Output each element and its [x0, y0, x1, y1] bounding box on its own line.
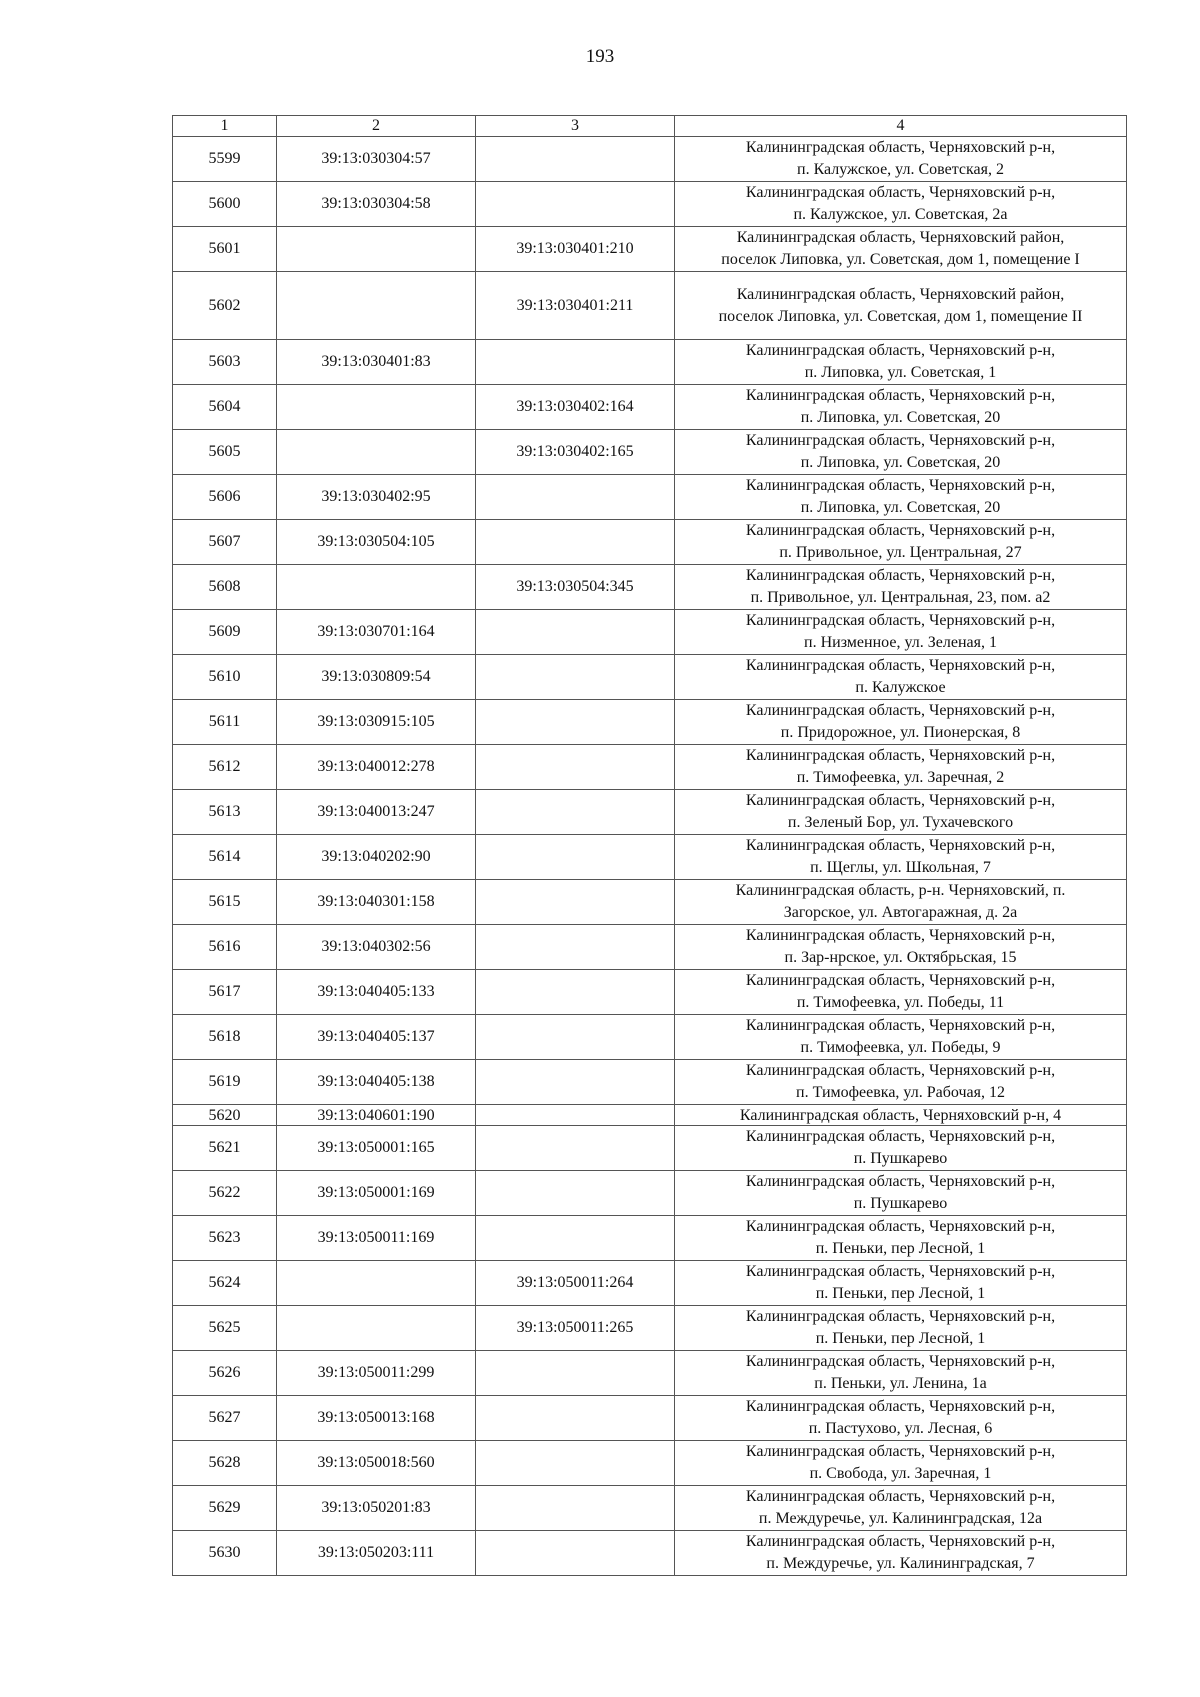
- table-row: [173, 1216, 1127, 1261]
- land-cadastral-cell: 39:13:040405:137: [277, 1015, 476, 1060]
- land-cadastral-cell: [277, 385, 476, 430]
- address-line: п. Тимофеевка, ул. Победы, 11: [796, 994, 1005, 1011]
- table-row: [173, 137, 1127, 182]
- row-number-cell: 5620: [173, 1105, 277, 1126]
- address-cell: [675, 1015, 1127, 1060]
- address-line: Калининградская область, р-н. Черняховский, п.: [735, 882, 1066, 899]
- page-number: 193: [585, 46, 615, 67]
- row-number-cell: 5624: [173, 1261, 277, 1306]
- table-row: [173, 1486, 1127, 1531]
- table-row: [173, 1105, 1127, 1126]
- building-cadastral-cell: [476, 925, 675, 970]
- address-line: Калининградская область, Черняховский р-н,: [745, 342, 1056, 359]
- address-line: Калининградская область, Черняховский р-н,: [745, 1443, 1056, 1460]
- address-cell: [675, 1351, 1127, 1396]
- row-number-cell: 5606: [173, 475, 277, 520]
- address-line: Калининградская область, Черняховский р-н,: [745, 1353, 1056, 1370]
- table-row: [173, 1396, 1127, 1441]
- address-line: Калининградская область, Черняховский р-н,: [745, 1488, 1056, 1505]
- address-cell: [675, 700, 1127, 745]
- table-row: [173, 1171, 1127, 1216]
- address-line: поселок Липовка, ул. Советская, дом 1, помещение I: [721, 251, 1080, 268]
- row-number-cell: 5621: [173, 1126, 277, 1171]
- building-cadastral-cell: [476, 700, 675, 745]
- row-number-cell: 5629: [173, 1486, 277, 1531]
- building-cadastral-cell: 39:13:050011:264: [476, 1261, 675, 1306]
- address-line: Калининградская область, Черняховский район,: [736, 229, 1065, 246]
- address-line: п. Липовка, ул. Советская, 20: [800, 409, 1001, 426]
- row-number-cell: 5615: [173, 880, 277, 925]
- address-cell: [675, 970, 1127, 1015]
- address-line: Калининградская область, Черняховский р-н,: [745, 432, 1056, 449]
- land-cadastral-cell: 39:13:050001:165: [277, 1126, 476, 1171]
- column-header-2: 2: [277, 116, 476, 137]
- table-row: [173, 925, 1127, 970]
- building-cadastral-cell: [476, 790, 675, 835]
- address-line: п. Липовка, ул. Советская, 1: [804, 364, 997, 381]
- row-number-cell: 5609: [173, 610, 277, 655]
- table-row: [173, 835, 1127, 880]
- row-number-cell: 5625: [173, 1306, 277, 1351]
- land-cadastral-cell: [277, 1306, 476, 1351]
- land-cadastral-cell: 39:13:050011:169: [277, 1216, 476, 1261]
- address-line: Калининградская область, Черняховский р-н,: [745, 747, 1056, 764]
- building-cadastral-cell: [476, 835, 675, 880]
- table-row: [173, 655, 1127, 700]
- building-cadastral-cell: [476, 1171, 675, 1216]
- table-row: [173, 700, 1127, 745]
- address-line: п. Калужское, ул. Советская, 2: [797, 161, 1004, 178]
- address-cell: [675, 1105, 1127, 1126]
- land-cadastral-cell: 39:13:040013:247: [277, 790, 476, 835]
- address-line: Калининградская область, Черняховский р-н, 4: [739, 1106, 1062, 1124]
- address-cell: [675, 880, 1127, 925]
- row-number-cell: 5628: [173, 1441, 277, 1486]
- address-cell: [675, 520, 1127, 565]
- address-line: Калининградская область, Черняховский р-н,: [745, 1218, 1056, 1235]
- land-cadastral-cell: [277, 272, 476, 340]
- address-cell: [675, 430, 1127, 475]
- building-cadastral-cell: [476, 475, 675, 520]
- row-number-cell: 5613: [173, 790, 277, 835]
- address-cell: [675, 1306, 1127, 1351]
- building-cadastral-cell: [476, 1486, 675, 1531]
- land-cadastral-cell: 39:13:040405:138: [277, 1060, 476, 1105]
- building-cadastral-cell: [476, 137, 675, 182]
- building-cadastral-cell: [476, 1105, 675, 1126]
- address-cell: [675, 745, 1127, 790]
- table-header: [173, 116, 1127, 137]
- building-cadastral-cell: [476, 340, 675, 385]
- address-line: Калининградская область, Черняховский р-н,: [745, 1263, 1056, 1280]
- address-line: Калининградская область, Черняховский р-н,: [745, 1128, 1056, 1145]
- row-number-cell: 5605: [173, 430, 277, 475]
- land-cadastral-cell: 39:13:030915:105: [277, 700, 476, 745]
- row-number-cell: 5602: [173, 272, 277, 340]
- land-cadastral-cell: 39:13:030401:83: [277, 340, 476, 385]
- address-line: п. Тимофеевка, ул. Победы, 9: [800, 1039, 1001, 1056]
- table-row: [173, 520, 1127, 565]
- address-line: п. Низменное, ул. Зеленая, 1: [804, 634, 997, 651]
- land-cadastral-cell: 39:13:050201:83: [277, 1486, 476, 1531]
- table-body: [173, 137, 1127, 1576]
- row-number-cell: 5600: [173, 182, 277, 227]
- building-cadastral-cell: 39:13:030504:345: [476, 565, 675, 610]
- address-cell: [675, 1126, 1127, 1171]
- address-line: п. Щеглы, ул. Школьная, 7: [810, 859, 991, 876]
- row-number-cell: 5619: [173, 1060, 277, 1105]
- row-number-cell: 5616: [173, 925, 277, 970]
- row-number-cell: 5611: [173, 700, 277, 745]
- address-cell: [675, 1396, 1127, 1441]
- land-cadastral-cell: 39:13:030809:54: [277, 655, 476, 700]
- address-line: поселок Липовка, ул. Советская, дом 1, помещение II: [718, 307, 1083, 325]
- building-cadastral-cell: [476, 1396, 675, 1441]
- address-line: п. Калужское, ул. Советская, 2а: [793, 206, 1008, 223]
- address-cell: [675, 1171, 1127, 1216]
- land-cadastral-cell: 39:13:050203:111: [277, 1531, 476, 1576]
- land-cadastral-cell: 39:13:050001:169: [277, 1171, 476, 1216]
- land-cadastral-cell: 39:13:040601:190: [277, 1105, 476, 1126]
- row-number-cell: 5599: [173, 137, 277, 182]
- row-number-cell: 5626: [173, 1351, 277, 1396]
- table-row: [173, 182, 1127, 227]
- address-line: Калининградская область, Черняховский район,: [736, 285, 1065, 303]
- property-table: [172, 115, 1127, 1576]
- table-row: [173, 385, 1127, 430]
- address-cell: [675, 925, 1127, 970]
- address-line: п. Привольное, ул. Центральная, 27: [779, 544, 1022, 561]
- address-line: п. Придорожное, ул. Пионерская, 8: [780, 724, 1021, 741]
- land-cadastral-cell: 39:13:030701:164: [277, 610, 476, 655]
- table-row: [173, 340, 1127, 385]
- row-number-cell: 5622: [173, 1171, 277, 1216]
- address-line: п. Пастухово, ул. Лесная, 6: [808, 1420, 993, 1437]
- building-cadastral-cell: [476, 610, 675, 655]
- address-cell: [675, 1060, 1127, 1105]
- address-line: п. Тимофеевка, ул. Заречная, 2: [796, 769, 1005, 786]
- land-cadastral-cell: 39:13:030504:105: [277, 520, 476, 565]
- address-line: Калининградская область, Черняховский р-н,: [745, 1062, 1056, 1079]
- address-line: Калининградская область, Черняховский р-н,: [745, 972, 1056, 989]
- row-number-cell: 5623: [173, 1216, 277, 1261]
- table-row: [173, 970, 1127, 1015]
- table-row: [173, 610, 1127, 655]
- row-number-cell: 5627: [173, 1396, 277, 1441]
- table-row: [173, 1441, 1127, 1486]
- address-line: п. Липовка, ул. Советская, 20: [800, 499, 1001, 516]
- row-number-cell: 5601: [173, 227, 277, 272]
- address-line: Калининградская область, Черняховский р-н,: [745, 1308, 1056, 1325]
- land-cadastral-cell: 39:13:050013:168: [277, 1396, 476, 1441]
- table-row: [173, 430, 1127, 475]
- table-row: [173, 1531, 1127, 1576]
- table-row: [173, 227, 1127, 272]
- land-cadastral-cell: 39:13:040302:56: [277, 925, 476, 970]
- address-cell: [675, 565, 1127, 610]
- address-line: Калининградская область, Черняховский р-н,: [745, 612, 1056, 629]
- land-cadastral-cell: 39:13:040405:133: [277, 970, 476, 1015]
- land-cadastral-cell: [277, 1261, 476, 1306]
- address-line: Калининградская область, Черняховский р-н,: [745, 387, 1056, 404]
- address-line: п. Пеньки, пер Лесной, 1: [815, 1285, 986, 1302]
- address-line: Калининградская область, Черняховский р-н,: [745, 184, 1056, 201]
- building-cadastral-cell: 39:13:030402:165: [476, 430, 675, 475]
- building-cadastral-cell: [476, 1015, 675, 1060]
- row-number-cell: 5604: [173, 385, 277, 430]
- column-header-3: 3: [476, 116, 675, 137]
- address-line: п. Зеленый Бор, ул. Тухачевского: [787, 814, 1014, 831]
- address-cell: [675, 475, 1127, 520]
- table-row: [173, 1126, 1127, 1171]
- building-cadastral-cell: [476, 1351, 675, 1396]
- address-line: п. Калужское: [855, 679, 946, 696]
- table-row: [173, 475, 1127, 520]
- table-row: [173, 1306, 1127, 1351]
- building-cadastral-cell: [476, 1531, 675, 1576]
- building-cadastral-cell: [476, 520, 675, 565]
- table-row: [173, 272, 1127, 340]
- address-line: п. Междуречье, ул. Калининградская, 12а: [758, 1510, 1043, 1527]
- address-line: Загорское, ул. Автогаражная, д. 2а: [783, 904, 1018, 921]
- address-line: п. Пеньки, пер Лесной, 1: [815, 1240, 986, 1257]
- land-cadastral-cell: [277, 430, 476, 475]
- land-cadastral-cell: 39:13:040012:278: [277, 745, 476, 790]
- table-row: [173, 1351, 1127, 1396]
- address-cell: [675, 272, 1127, 340]
- address-cell: [675, 227, 1127, 272]
- building-cadastral-cell: 39:13:030402:164: [476, 385, 675, 430]
- table-row: [173, 1015, 1127, 1060]
- table-row: [173, 790, 1127, 835]
- address-line: Калининградская область, Черняховский р-н,: [745, 1398, 1056, 1415]
- row-number-cell: 5618: [173, 1015, 277, 1060]
- address-line: п. Пушкарево: [853, 1195, 948, 1212]
- building-cadastral-cell: [476, 1216, 675, 1261]
- address-line: Калининградская область, Черняховский р-н,: [745, 477, 1056, 494]
- building-cadastral-cell: 39:13:030401:210: [476, 227, 675, 272]
- address-line: Калининградская область, Черняховский р-н,: [745, 522, 1056, 539]
- address-cell: [675, 385, 1127, 430]
- land-cadastral-cell: 39:13:050011:299: [277, 1351, 476, 1396]
- building-cadastral-cell: 39:13:030401:211: [476, 272, 675, 340]
- address-line: Калининградская область, Черняховский р-н,: [745, 567, 1056, 584]
- land-cadastral-cell: [277, 565, 476, 610]
- building-cadastral-cell: [476, 655, 675, 700]
- address-cell: [675, 137, 1127, 182]
- building-cadastral-cell: [476, 745, 675, 790]
- address-line: Калининградская область, Черняховский р-н,: [745, 1173, 1056, 1190]
- address-line: п. Пеньки, ул. Ленина, 1а: [814, 1375, 987, 1392]
- address-line: п. Привольное, ул. Центральная, 23, пом. а2: [750, 589, 1051, 606]
- land-cadastral-cell: [277, 227, 476, 272]
- column-header-1: 1: [173, 116, 277, 137]
- land-cadastral-cell: 39:13:040301:158: [277, 880, 476, 925]
- building-cadastral-cell: [476, 1060, 675, 1105]
- row-number-cell: 5630: [173, 1531, 277, 1576]
- address-cell: [675, 1216, 1127, 1261]
- address-line: Калининградская область, Черняховский р-н,: [745, 139, 1056, 156]
- address-cell: [675, 182, 1127, 227]
- address-line: п. Междуречье, ул. Калининградская, 7: [766, 1555, 1035, 1572]
- row-number-cell: 5607: [173, 520, 277, 565]
- table-row: [173, 1060, 1127, 1105]
- land-cadastral-cell: 39:13:050018:560: [277, 1441, 476, 1486]
- land-cadastral-cell: 39:13:030304:58: [277, 182, 476, 227]
- address-line: п. Пушкарево: [853, 1150, 948, 1167]
- address-cell: [675, 610, 1127, 655]
- address-line: Калининградская область, Черняховский р-н,: [745, 837, 1056, 854]
- row-number-cell: 5608: [173, 565, 277, 610]
- address-line: п. Пеньки, пер Лесной, 1: [815, 1330, 986, 1347]
- building-cadastral-cell: [476, 880, 675, 925]
- land-cadastral-cell: 39:13:030304:57: [277, 137, 476, 182]
- address-cell: [675, 655, 1127, 700]
- address-line: п. Зар-нрское, ул. Октябрьская, 15: [784, 949, 1017, 966]
- land-cadastral-cell: 39:13:040202:90: [277, 835, 476, 880]
- building-cadastral-cell: [476, 1126, 675, 1171]
- address-line: Калининградская область, Черняховский р-н,: [745, 792, 1056, 809]
- address-line: Калининградская область, Черняховский р-н,: [745, 1017, 1056, 1034]
- address-cell: [675, 1261, 1127, 1306]
- row-number-cell: 5612: [173, 745, 277, 790]
- address-line: п. Липовка, ул. Советская, 20: [800, 454, 1001, 471]
- land-cadastral-cell: 39:13:030402:95: [277, 475, 476, 520]
- table-row: [173, 880, 1127, 925]
- address-cell: [675, 835, 1127, 880]
- building-cadastral-cell: [476, 182, 675, 227]
- address-cell: [675, 790, 1127, 835]
- address-cell: [675, 1441, 1127, 1486]
- address-line: п. Свобода, ул. Заречная, 1: [809, 1465, 992, 1482]
- address-cell: [675, 1486, 1127, 1531]
- building-cadastral-cell: [476, 1441, 675, 1486]
- address-line: Калининградская область, Черняховский р-н,: [745, 1533, 1056, 1550]
- address-cell: [675, 1531, 1127, 1576]
- building-cadastral-cell: [476, 970, 675, 1015]
- address-cell: [675, 340, 1127, 385]
- table-row: [173, 745, 1127, 790]
- row-number-cell: 5610: [173, 655, 277, 700]
- table-row: [173, 565, 1127, 610]
- table-row: [173, 1261, 1127, 1306]
- row-number-cell: 5603: [173, 340, 277, 385]
- address-line: Калининградская область, Черняховский р-н,: [745, 657, 1056, 674]
- address-line: Калининградская область, Черняховский р-н,: [745, 702, 1056, 719]
- address-line: Калининградская область, Черняховский р-н,: [745, 927, 1056, 944]
- building-cadastral-cell: 39:13:050011:265: [476, 1306, 675, 1351]
- row-number-cell: 5617: [173, 970, 277, 1015]
- row-number-cell: 5614: [173, 835, 277, 880]
- column-header-4: 4: [675, 116, 1127, 137]
- address-line: п. Тимофеевка, ул. Рабочая, 12: [796, 1084, 1005, 1101]
